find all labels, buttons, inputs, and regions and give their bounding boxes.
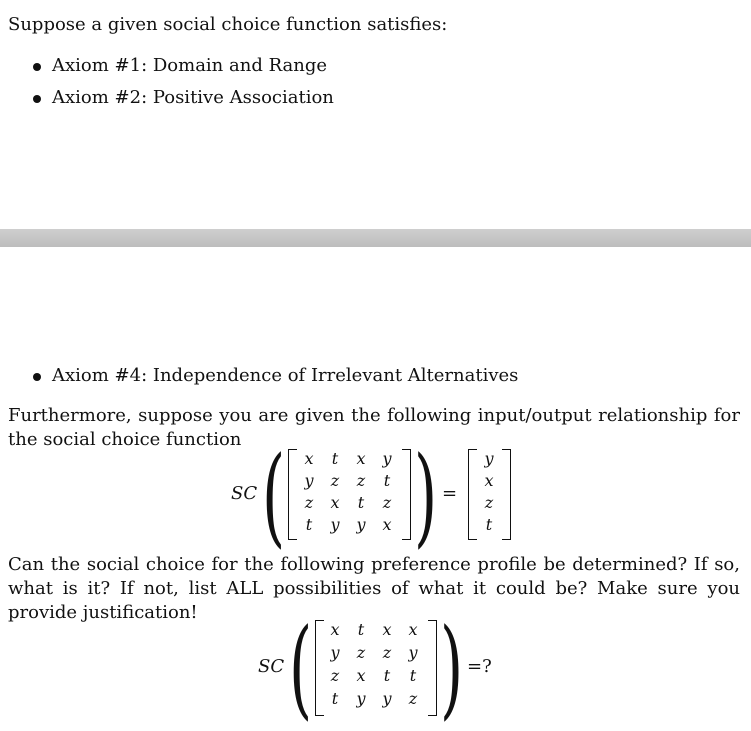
function-label: SC [258, 656, 285, 677]
matrix-cell: y [330, 643, 340, 662]
output-cell: x [484, 471, 494, 490]
matrix-cell: x [356, 449, 366, 468]
matrix-cell: z [382, 493, 392, 512]
matrix-cell: t [331, 449, 339, 468]
matrix-cell: t [331, 689, 339, 708]
right-bracket-icon [428, 620, 437, 716]
right-bracket-icon [402, 449, 411, 540]
output-cell: y [484, 449, 494, 468]
matrix-cell: t [409, 666, 417, 685]
matrix-cell: z [330, 666, 340, 685]
matrix-cell: x [382, 515, 392, 534]
function-label: SC [231, 483, 258, 504]
matrix-cell: t [357, 493, 365, 512]
output-cell: z [484, 493, 494, 512]
matrix-cell: x [356, 666, 366, 685]
matrix-cell: y [356, 515, 366, 534]
equals-sign: = [442, 483, 458, 504]
matrix-cell: x [330, 493, 340, 512]
left-paren-icon: ( [289, 606, 313, 731]
right-bracket-icon [502, 449, 511, 540]
bullet-icon [33, 63, 41, 71]
matrix-cell: z [330, 471, 340, 490]
matrix-cell: y [356, 689, 366, 708]
unknown-result: =? [467, 656, 492, 677]
left-paren-icon: ( [262, 434, 286, 559]
intro-text: Suppose a given social choice function satisfies: [8, 14, 448, 35]
matrix-cell: x [408, 620, 418, 639]
matrix-cell: x [330, 620, 340, 639]
question-paragraph: Can the social choice for the following preference profile be determined? If so, what is it? If not, list ALL possibilities of what it could be? Make sure you provide justification! [8, 554, 740, 623]
furthermore-paragraph: Furthermore, suppose you are given the following input/output relationship for the social choice function [8, 405, 740, 450]
matrix-cell: z [408, 689, 418, 708]
matrix-cell: y [304, 471, 314, 490]
axiom-4: Axiom #4: Independence of Irrelevant Alternatives [52, 365, 519, 386]
matrix-cell: t [383, 471, 391, 490]
right-paren-icon: ) [440, 606, 464, 731]
matrix-cell: y [408, 643, 418, 662]
axiom-1: Axiom #1: Domain and Range [52, 55, 328, 76]
page-divider [0, 229, 751, 247]
matrix-cell: z [382, 643, 392, 662]
matrix-cell: y [330, 515, 340, 534]
matrix-cell: t [383, 666, 391, 685]
matrix-cell: t [357, 620, 365, 639]
output-cell: t [485, 515, 493, 534]
matrix-cell: z [356, 643, 366, 662]
bullet-icon [33, 373, 41, 381]
matrix-cell: y [382, 689, 392, 708]
matrix-cell: y [382, 449, 392, 468]
right-paren-icon: ) [414, 434, 438, 559]
matrix-cell: t [305, 515, 313, 534]
axiom-2: Axiom #2: Positive Association [52, 87, 334, 108]
matrix-cell: x [304, 449, 314, 468]
matrix-cell: z [304, 493, 314, 512]
matrix-cell: z [356, 471, 366, 490]
bullet-icon [33, 95, 41, 103]
matrix-cell: x [382, 620, 392, 639]
